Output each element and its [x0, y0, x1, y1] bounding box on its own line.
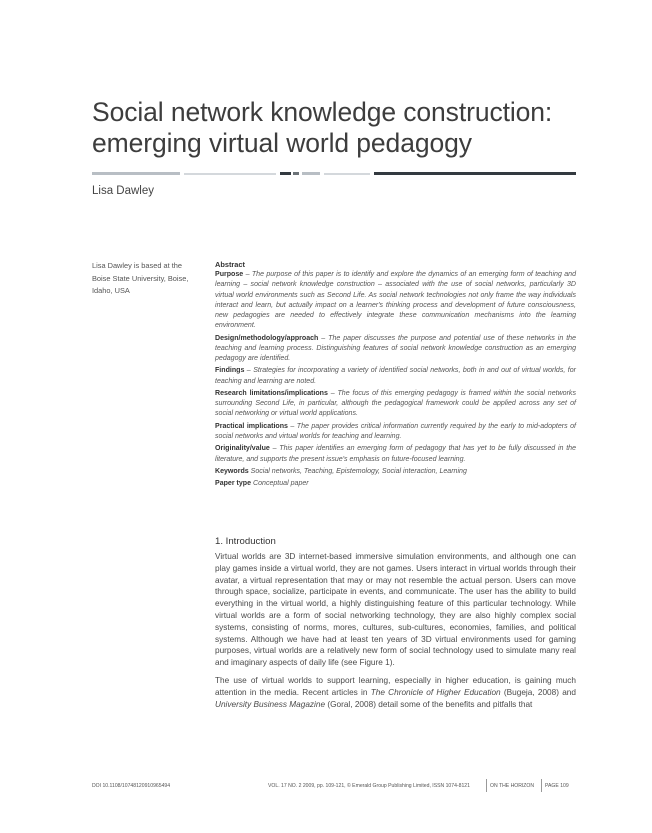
footer-doi: DOI 10.1108/10748120910965494 — [92, 783, 171, 789]
title-line-2: emerging virtual world pedagogy — [92, 128, 472, 158]
section-text: The focus of this emerging pedagogy is framed within the social networks surrounding Second Life, in particular, although the pedagogical framework could be applied across any set of social networking or virtual world applications. — [215, 390, 576, 418]
rule-segment-mid-small — [293, 172, 299, 175]
section-label: Practical implications — [215, 422, 288, 430]
section-label: Findings — [215, 367, 245, 375]
text-run: (Goral, 2008) detail some of the benefits and pitfalls that — [325, 699, 533, 709]
footer-citation: VOL. 17 NO. 2 2009, pp. 109-121, © Emerald Group Publishing Limited, ISSN 1074-8121 — [268, 783, 470, 789]
rule-segment-light-small — [302, 172, 320, 175]
rule-segment-pale — [184, 173, 276, 175]
rule-segment-dark-small — [280, 172, 291, 175]
text-run: The use of virtual worlds to support learning, especially in higher education, is gaining much attention in the media. Recent articles in — [215, 675, 576, 697]
section-text: The paper provides critical information currently required by the early to mid-adopters of social networks and virtual worlds for teaching and learning. — [215, 422, 576, 440]
section-text: Conceptual paper — [253, 480, 309, 488]
intro-paragraph-1: Virtual worlds are 3D internet-based immersive simulation environments, and although one can play games inside a virtual world, they are not games. Users interact in virtual worlds through their avatar, a virtual representation that may or may not resemble the actual person. Users can move through space, socialize, participate in events, and communicate. The user has the ability to build everything in the virtual world, a highly distinguishing feature of this particular technology. While virtual worlds are a form of social networking technology, they are also highly complex social systems, consisting of norms, mores, cultures, sub-cultures, economies, families, and political systems. Although we have had at least ten years of 3D virtual environments used for gaming purposes, virtual worlds are a relatively new form of social technology used to simulate many real and imaginary aspects of daily life (see Figure 1). — [215, 552, 576, 668]
rule-segment-pale-2 — [324, 173, 370, 175]
section-label: Research limitations/implications — [215, 390, 328, 397]
section-label: Design/methodology/approach — [215, 334, 319, 342]
section-text: The paper discusses the purpose and potential use of these networks in the teaching and learning process. Distinguishing features of social network knowledge construction as an emerging pedagogy are identified. — [215, 334, 576, 363]
abstract — [215, 260, 576, 492]
abstract-findings — [215, 366, 576, 386]
publication-title: University Business Magazine — [215, 699, 326, 709]
section-label: Keywords — [215, 467, 249, 475]
author-name: Lisa Dawley — [92, 185, 154, 197]
abstract-paper-type — [215, 479, 576, 489]
rule-segment-light — [92, 172, 180, 175]
section-text: Social networks, Teaching, Epistemology, Social interaction, Learning — [250, 467, 467, 475]
abstract-keywords — [215, 467, 576, 477]
text-run: (Bugeja, 2008) and — [500, 687, 576, 697]
abstract-limitations — [215, 389, 576, 420]
footer-divider — [486, 779, 487, 792]
footer-journal: ON THE HORIZON — [490, 783, 535, 789]
section-separator: – — [287, 422, 297, 430]
abstract-purpose — [215, 270, 576, 331]
section-text: This paper identifies an emerging form of pedagogy that has yet to be fully discussed in the literature, and supports the present issue's emphasis on future-focused learning. — [215, 445, 577, 463]
introduction-body — [215, 551, 576, 716]
footer-page-number: PAGE 109 — [545, 783, 569, 789]
rule-segment-dark-long — [374, 172, 576, 175]
abstract-originality — [215, 444, 576, 464]
section-text: Strategies for incorporating a variety of identified social networks, both in and out of virtual worlds, for teaching and learning are noted. — [215, 367, 576, 385]
abstract-practical — [215, 422, 576, 442]
section-text: The purpose of this paper is to identify and explore the dynamics of an emerging form of teaching and learning – social network knowledge construction – associated with the use of social networks, particularly 3D virtual world environments such as Second Life. As social network technologies not only frame the way individuals interact and learn, but actually impact on a learner's thinking process and development of future consciousness, new pedagogies are needed to effectively integrate these communication mechanisms into the learning environment. — [215, 271, 576, 330]
intro-paragraph-2 — [215, 675, 576, 710]
author-affiliation-note: Lisa Dawley is based at the Boise State University, Boise, Idaho, USA — [92, 261, 189, 295]
section-label: Purpose — [215, 271, 244, 279]
article-title — [92, 97, 592, 159]
publication-title: The Chronicle of Higher Education — [370, 687, 501, 697]
abstract-heading: Abstract — [215, 260, 245, 269]
footer-divider — [541, 779, 542, 792]
section-label: Paper type — [215, 480, 252, 488]
section-label: Originality/value — [215, 445, 270, 453]
section-heading-introduction: 1. Introduction — [215, 536, 276, 547]
section-separator: – — [327, 390, 338, 397]
section-separator: – — [269, 445, 280, 453]
section-separator: – — [243, 271, 252, 279]
title-line-1: Social network knowledge construction: — [92, 97, 553, 127]
section-separator: – — [318, 334, 329, 342]
section-separator: – — [244, 367, 254, 375]
abstract-design — [215, 334, 576, 365]
